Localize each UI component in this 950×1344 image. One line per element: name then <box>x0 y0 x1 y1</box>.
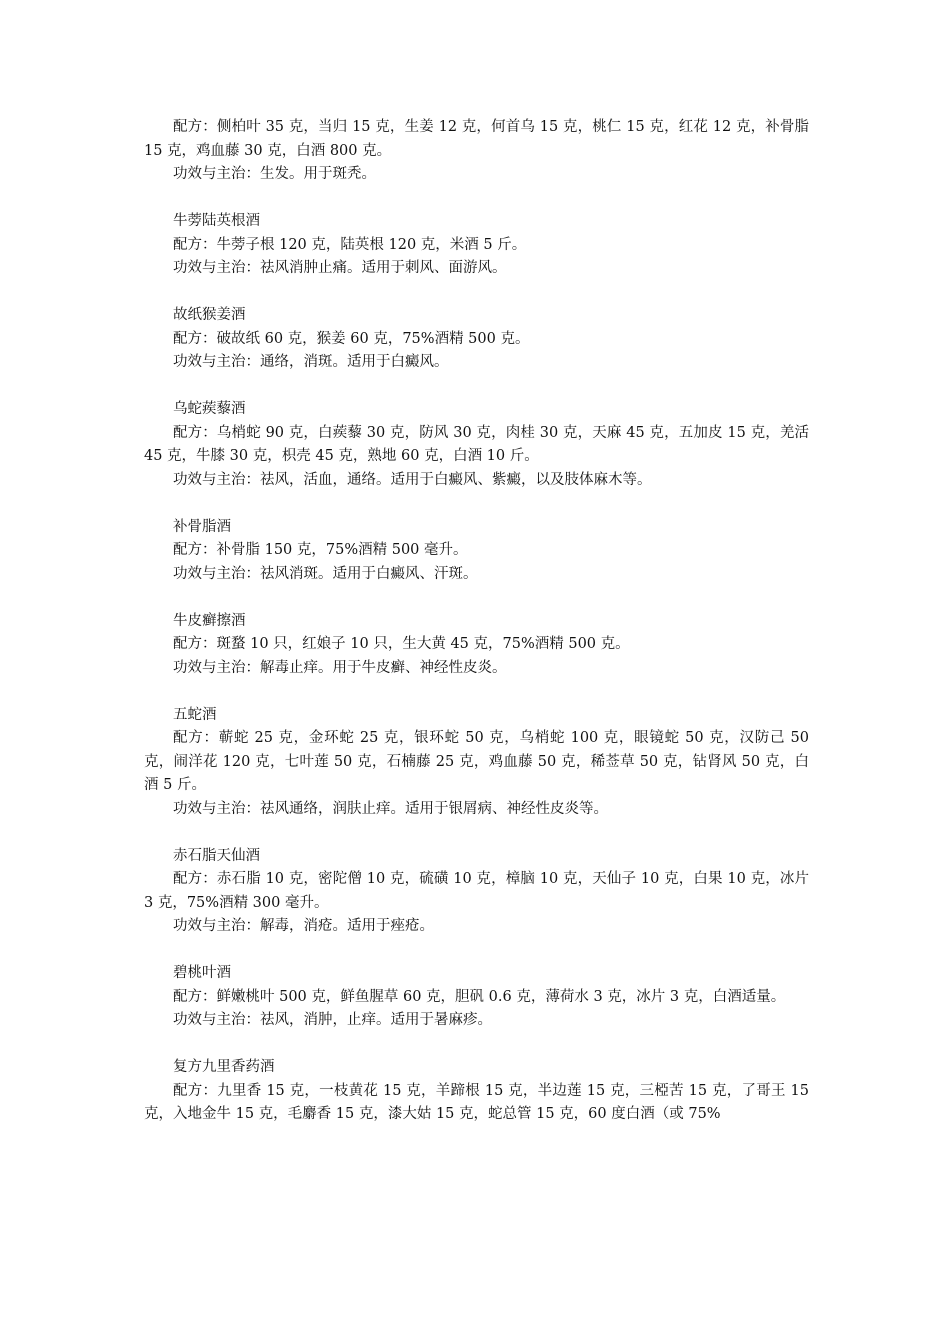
recipe-entry <box>144 304 809 375</box>
recipe-effect: 功效与主治：生发。用于斑秃。 <box>173 166 376 182</box>
recipe-formula: 配方：斑蝥 10 只，红娘子 10 只，生大黄 45 克，75%酒精 500 克。 <box>173 636 630 652</box>
recipe-effect: 功效与主治：祛风消斑。适用于白癜风、汗斑。 <box>173 565 478 582</box>
recipe-title: 牛蒡陆英根酒 <box>173 213 260 229</box>
recipe-formula: 配方：蕲蛇 25 克，金环蛇 25 克，银环蛇 50 克，乌梢蛇 100 克，眼镜蛇 50 克，汉防己 50 克，闹洋花 120 克，七叶莲 50 克，石楠藤 25 克，鸡血藤 50 克，稀莶草 50 克，钻肾风 50 克，白酒 5 斤。 <box>144 730 809 793</box>
recipe-entry <box>144 398 809 492</box>
recipe-entry <box>144 610 809 681</box>
recipe-formula: 配方：九里香 15 克，一枝黄花 15 克，羊蹄根 15 克，半边莲 15 克，三椏苦 15 克，了哥王 15 克，入地金牛 15 克，毛麝香 15 克，漆大姑 15 克，蛇总管 15 克，60 度白酒（或 75% <box>144 1082 809 1122</box>
recipe-title: 赤石脂天仙酒 <box>173 847 260 864</box>
document-page <box>144 116 809 1150</box>
recipe-formula: 配方：侧柏叶 35 克，当归 15 克，生姜 12 克，何首乌 15 克，桃仁 15 克，红花 12 克，补骨脂 15 克，鸡血藤 30 克，白酒 800 克。 <box>144 119 809 159</box>
recipe-formula: 配方：补骨脂 150 克，75%酒精 500 毫升。 <box>173 542 468 558</box>
recipe-entry <box>144 1056 809 1127</box>
recipe-effect: 功效与主治：解毒止痒。用于牛皮癣、神经性皮炎。 <box>173 659 507 676</box>
recipe-title: 补骨脂酒 <box>173 518 231 535</box>
recipe-title: 故纸猴姜酒 <box>173 307 246 323</box>
recipe-entry <box>144 116 809 187</box>
recipe-formula: 配方：破故纸 60 克，猴姜 60 克，75%酒精 500 克。 <box>173 330 530 347</box>
recipe-effect: 功效与主治：祛风，活血，通络。适用于白癜风、紫癜，以及肢体麻木等。 <box>173 471 652 488</box>
recipe-effect: 功效与主治：祛风通络，润肤止痒。适用于银屑病、神经性皮炎等。 <box>173 800 608 817</box>
recipe-title: 乌蛇蒺藜酒 <box>173 401 246 417</box>
recipe-formula: 配方：鲜嫩桃叶 500 克，鲜鱼腥草 60 克，胆矾 0.6 克，薄荷水 3 克，冰片 3 克，白酒适量。 <box>173 988 786 1005</box>
recipe-entry <box>144 845 809 939</box>
recipe-entry <box>144 516 809 587</box>
recipe-formula: 配方：乌梢蛇 90 克，白蒺藜 30 克，防风 30 克，肉桂 30 克，天麻 45 克，五加皮 15 克，羌活 45 克，牛膝 30 克，枳壳 45 克，熟地 60 克，白酒 10 斤。 <box>144 424 809 464</box>
recipe-effect: 功效与主治：祛风消肿止痛。适用于刺风、面游风。 <box>173 260 507 276</box>
recipe-title: 复方九里香药酒 <box>173 1059 275 1075</box>
recipe-formula: 配方：牛蒡子根 120 克，陆英根 120 克，米酒 5 斤。 <box>173 236 527 253</box>
recipe-formula: 配方：赤石脂 10 克，密陀僧 10 克，硫磺 10 克，樟脑 10 克，天仙子 10 克，白果 10 克，冰片 3 克，75%酒精 300 毫升。 <box>144 871 809 911</box>
recipe-effect: 功效与主治：祛风，消肿，止痒。适用于暑麻疹。 <box>173 1012 492 1028</box>
recipe-entry <box>144 962 809 1033</box>
recipe-title: 牛皮癣擦酒 <box>173 612 246 629</box>
recipe-entry <box>144 210 809 281</box>
recipe-entry <box>144 704 809 822</box>
recipe-title: 五蛇酒 <box>173 706 217 723</box>
recipe-effect: 功效与主治：通络，消斑。适用于白癜风。 <box>173 354 449 370</box>
recipe-effect: 功效与主治：解毒，消疮。适用于痤疮。 <box>173 918 434 934</box>
recipe-title: 碧桃叶酒 <box>173 965 231 981</box>
